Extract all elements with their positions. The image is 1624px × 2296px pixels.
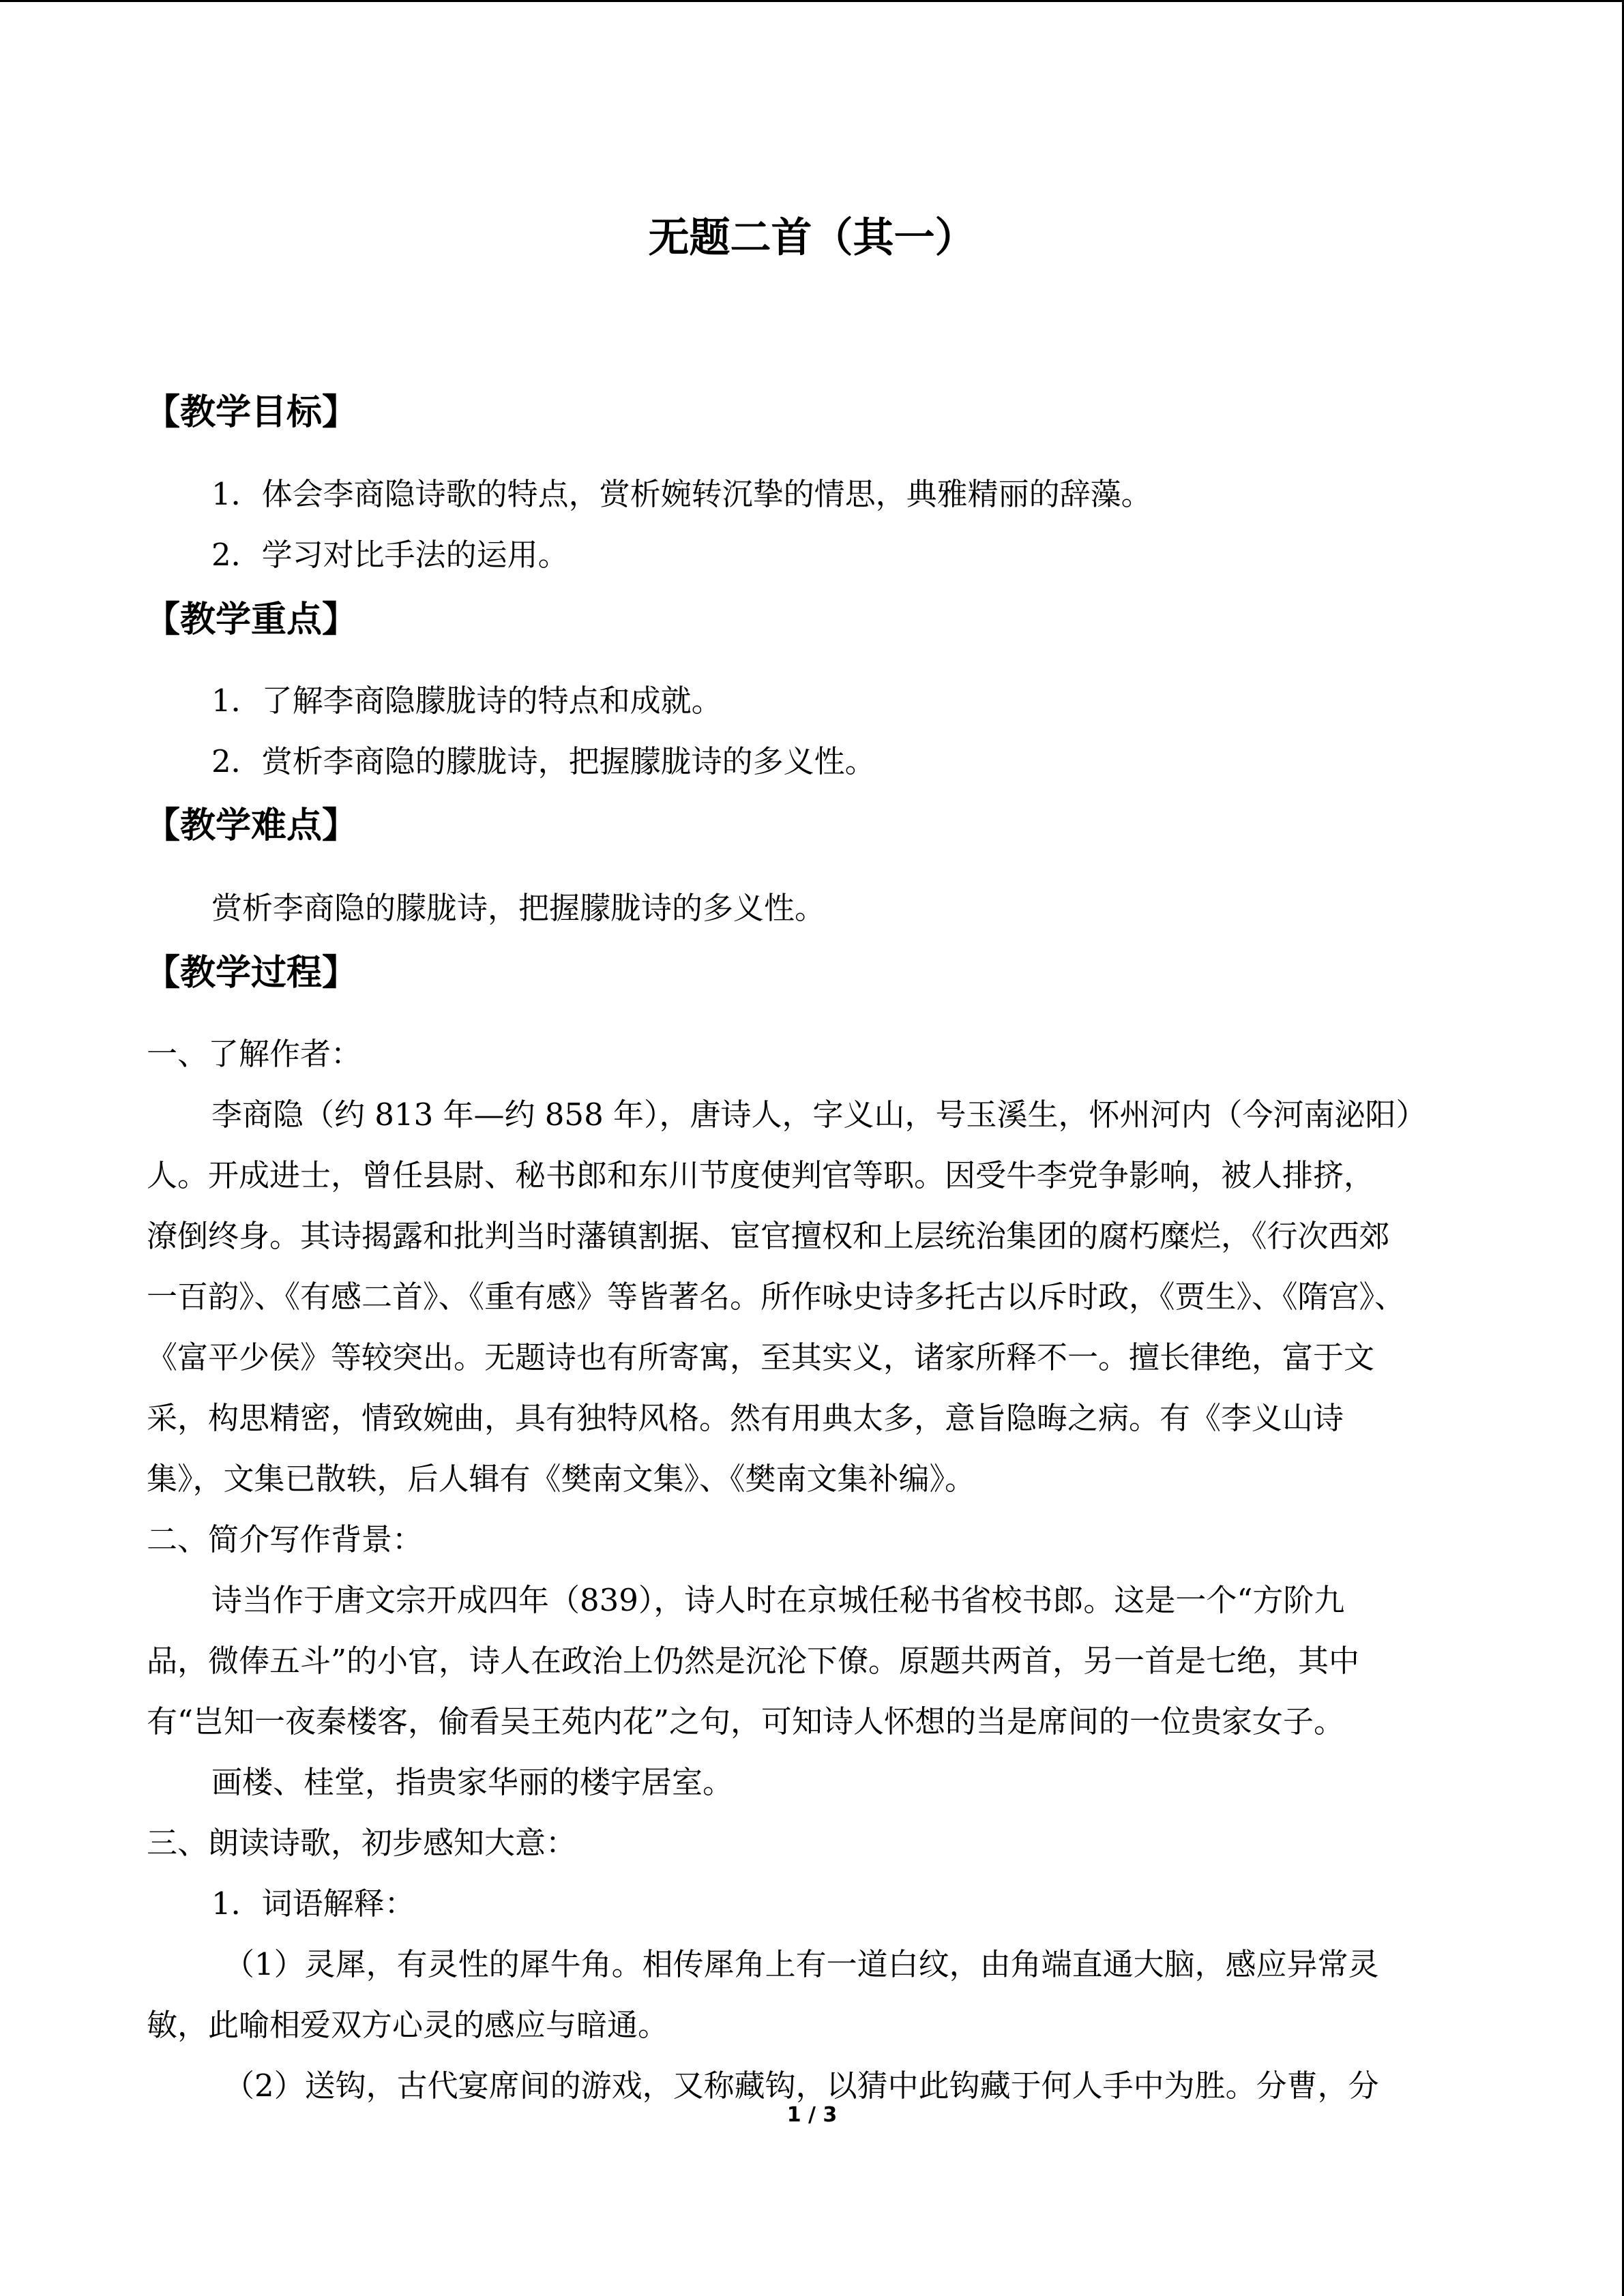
section-heading-difficulty: 【教学难点】 (145, 805, 358, 846)
body-line: 集》，文集已散轶，后人辑有《樊南文集》、《樊南文集补编》。 (147, 1461, 976, 1497)
focus-item: 2．赏析李商隐的朦胧诗，把握朦胧诗的多义性。 (211, 743, 876, 779)
goal-item: 1．体会李商隐诗歌的特点，赏析婉转沉挚的情思，典雅精丽的辞藻。 (211, 476, 1152, 512)
goal-item: 2．学习对比手法的运用。 (211, 537, 569, 573)
body-line: 诗当作于唐文宗开成四年（839），诗人时在京城任秘书省校书郎。这是一个“方阶九 (211, 1582, 1345, 1618)
top-border (0, 0, 1624, 2)
body-line: 李商隐（约 813 年—约 858 年），唐诗人，字义山，号玉溪生，怀州河内（今河南泌阳） (211, 1097, 1427, 1133)
page-number: 1 / 3 (786, 2103, 838, 2127)
body-line: 采，构思精密，情致婉曲，具有独特风格。然有用典太多，意旨隐晦之病。有《李义山诗 (147, 1400, 1344, 1436)
body-line: 潦倒终身。其诗揭露和批判当时藩镇割据、宦官擅权和上层统治集团的腐朽糜烂，《行次西郊 (147, 1218, 1390, 1254)
body-line: 人。开成进士，曾任县尉、秘书郎和东川节度使判官等职。因受牛李党争影响，被人排挤， (147, 1157, 1375, 1193)
difficulty-text: 赏析李商隐的朦胧诗，把握朦胧诗的多义性。 (211, 890, 826, 926)
body-line: （1）灵犀，有灵性的犀牛角。相传犀角上有一道白纹，由角端直通大脑，感应异常灵 (224, 1946, 1379, 1982)
body-line: 有“岂知一夜秦楼客，偷看吴王苑内花”之句，可知诗人怀想的当是席间的一位贵家女子。 (147, 1703, 1345, 1740)
process-part3-subheading: 1．词语解释： (211, 1885, 415, 1922)
process-part3-heading: 三、朗读诗歌，初步感知大意： (147, 1825, 577, 1861)
body-line: （2）送钩，古代宴席间的游戏，又称藏钩，以猜中此钩藏于何人手中为胜。分曹，分 (224, 2068, 1379, 2104)
section-heading-goals: 【教学目标】 (145, 392, 358, 433)
focus-item: 1．了解李商隐朦胧诗的特点和成就。 (211, 683, 722, 719)
process-part1-heading: 一、了解作者： (147, 1036, 362, 1072)
body-line: 《富平少侯》等较突出。无题诗也有所寄寓，至其实义，诸家所释不一。擅长律绝，富于文 (147, 1339, 1375, 1375)
page-title: 无题二首（其一） (648, 214, 976, 262)
body-line: 一百韵》、《有感二首》、《重有感》等皆著名。所作咏史诗多托古以斥时政，《贾生》、《隋宫》、 (147, 1279, 1406, 1315)
body-line: 品，微俸五斗”的小官，诗人在政治上仍然是沉沦下僚。原题共两首，另一首是七绝，其中 (147, 1643, 1360, 1679)
body-line: 画楼、桂堂，指贵家华丽的楼宇居室。 (211, 1764, 734, 1800)
section-heading-focus: 【教学重点】 (145, 599, 358, 640)
section-heading-process: 【教学过程】 (145, 953, 358, 994)
process-part2-heading: 二、简介写作背景： (147, 1521, 424, 1557)
body-line: 敏，此喻相爱双方心灵的感应与暗通。 (147, 2007, 669, 2043)
